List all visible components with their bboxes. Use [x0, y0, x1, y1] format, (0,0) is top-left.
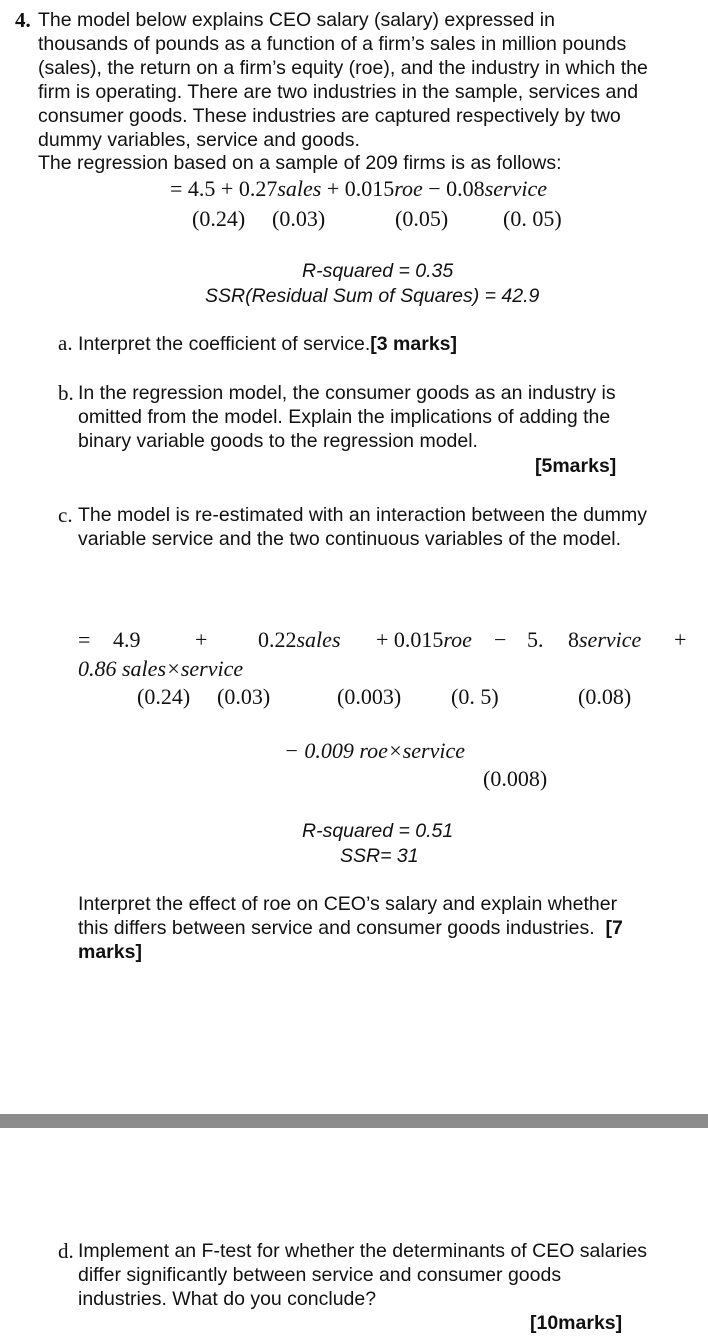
eq2-var-service: service	[579, 627, 642, 652]
part-c-line: variable service and the two continuous variables of the model.	[78, 528, 622, 550]
model2-se: (0.24)	[137, 684, 191, 709]
eq-var-roe: roe	[394, 176, 423, 201]
eq2-service-coef: 5.	[527, 627, 544, 652]
intro-line: dummy variables, service and goods.	[38, 129, 360, 151]
eq-part: − 0.08	[422, 176, 485, 201]
part-c-question-line: Interpret the effect of roe on CEO’s salary and explain whether	[78, 893, 618, 915]
intro-line: thousands of pounds as a function of a firm’s sales in million pounds	[38, 33, 627, 55]
part-b-marks: [5marks]	[535, 455, 617, 477]
eq2-sales-term	[258, 627, 341, 653]
model1-ssr: SSR(Residual Sum of Squares) = 42.9	[205, 285, 540, 307]
part-b-line: In the regression model, the consumer goods as an industry is	[78, 382, 616, 404]
intro-line: The regression based on a sample of 209 firms is as follows:	[38, 152, 562, 174]
eq2-var-sales: sales	[296, 627, 341, 652]
model2-ssr: SSR= 31	[340, 845, 419, 867]
model2-se: (0. 5)	[451, 684, 499, 709]
part-d-marks: [10marks]	[530, 1312, 623, 1334]
part-d-line: differ significantly between service and consumer goods	[78, 1264, 562, 1286]
intro-line: firm is operating. There are two industries in the sample, services and	[38, 81, 639, 103]
model1-se: (0.24)	[192, 206, 246, 231]
part-a-question: Interpret the coefficient of service.	[78, 333, 371, 355]
part-a-text	[78, 333, 457, 356]
eq2-var-roe: roe	[443, 627, 472, 652]
eq2-minus: −	[494, 627, 507, 652]
model1-se: (0.05)	[395, 206, 449, 231]
eq-var-service: service	[484, 176, 547, 201]
intro-line: consumer goods. These industries are captured respectively by two	[38, 105, 621, 127]
intro-line: (sales), the return on a firm’s equity (roe), and the industry in which the	[38, 57, 648, 79]
part-c-marks: [7	[605, 917, 623, 939]
eq2-plus: +	[674, 627, 687, 652]
page-divider	[0, 1114, 708, 1128]
eq-part: + 0.015	[321, 176, 395, 201]
eq-part: = 4.5 + 0.27	[170, 176, 278, 201]
eq2-interaction-roe: − 0.009 roe×service	[284, 738, 465, 763]
part-c-letter: c.	[58, 503, 73, 527]
part-d-line: industries. What do you conclude?	[78, 1288, 377, 1310]
part-d-letter: d.	[58, 1239, 74, 1263]
eq2-service-term	[568, 627, 641, 653]
eq2-coef: + 0.015	[376, 627, 444, 652]
part-c-marks: marks]	[78, 941, 142, 963]
question-number: 4.	[15, 8, 31, 32]
part-c-question-text: this differs between service and consumer goods industries.	[78, 917, 595, 939]
part-d-line: Implement an F-test for whether the determinants of CEO salaries	[78, 1240, 647, 1262]
model1-r-squared: R-squared = 0.35	[302, 260, 454, 282]
model2-se: (0.08)	[578, 684, 632, 709]
eq2-coef: 0.22	[258, 627, 297, 652]
part-b-letter: b.	[58, 381, 74, 405]
model2-se: (0.008)	[483, 766, 548, 791]
eq-var-sales: sales	[277, 176, 322, 201]
eq2-coef: 8	[568, 627, 579, 652]
model1-se: (0. 05)	[503, 206, 562, 231]
eq2-roe-term	[376, 627, 472, 653]
model1-se: (0.03)	[272, 206, 326, 231]
model2-se: (0.003)	[337, 684, 402, 709]
part-b-line: omitted from the model. Explain the implications of adding the	[78, 406, 611, 428]
eq2-plus: +	[195, 627, 208, 652]
intro-line: The model below explains CEO salary (salary) expressed in	[38, 9, 555, 31]
model2-r-squared: R-squared = 0.51	[302, 820, 454, 842]
model1-equation	[170, 176, 547, 202]
eq2-equals: =	[78, 627, 91, 652]
eq2-const: 4.9	[113, 627, 141, 652]
part-a-marks: [3 marks]	[370, 333, 458, 355]
part-c-line: The model is re-estimated with an interaction between the dummy	[78, 504, 648, 526]
part-b-line: binary variable goods to the regression model.	[78, 430, 478, 452]
eq2-interaction-sales: 0.86 sales×service	[78, 656, 244, 681]
part-a-letter: a.	[58, 331, 73, 355]
part-c-question-line	[78, 917, 623, 940]
model2-se: (0.03)	[217, 684, 271, 709]
